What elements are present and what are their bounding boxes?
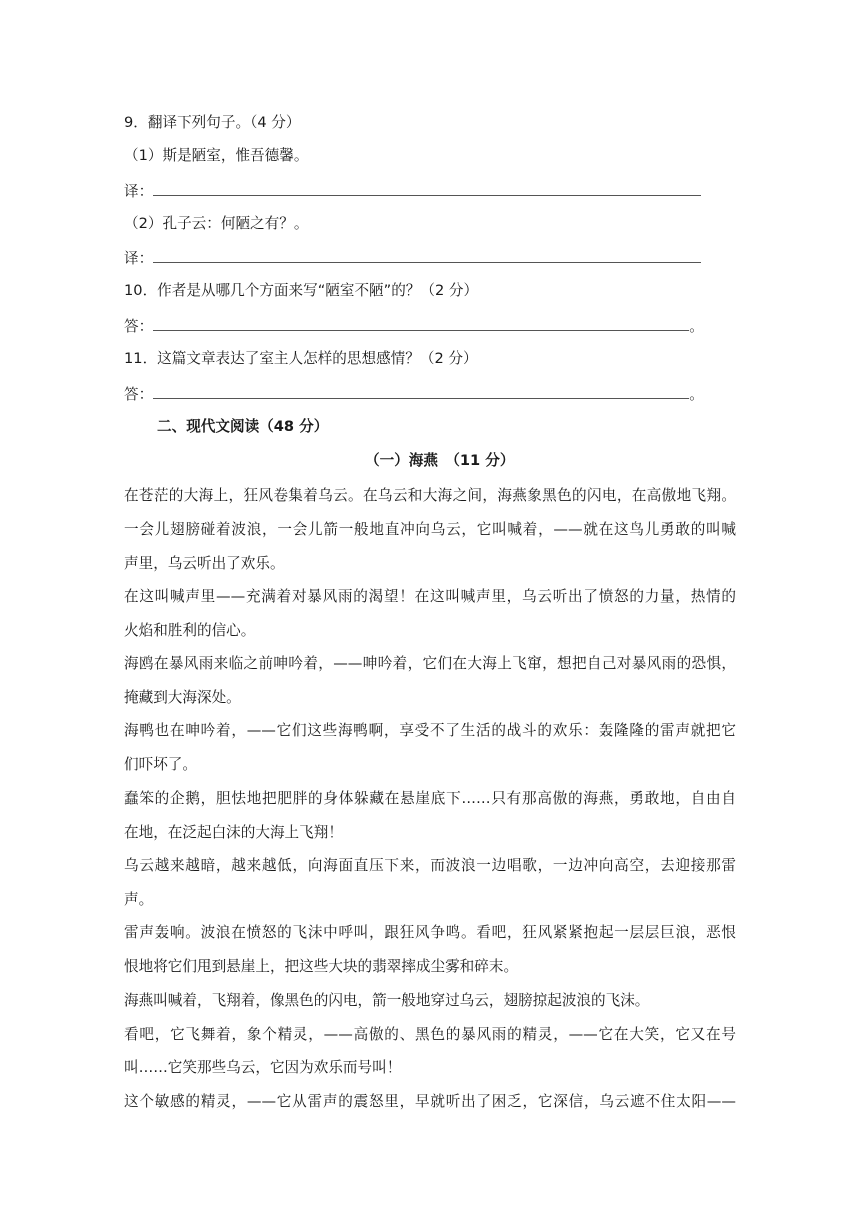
passage-line: 海鸭也在呻吟着，——它们这些海鸭啊，享受不了生活的战斗的欢乐：轰隆隆的雷声就把它	[124, 722, 736, 739]
passage-line: 声里，乌云听出了欢乐。	[124, 555, 285, 572]
passage-line: 一会儿翅膀碰着波浪，一会儿箭一般地直冲向乌云，它叫喊着，——就在这鸟儿勇敢的叫喊	[124, 521, 736, 538]
passage-line: 乌云越来越暗，越来越低，向海面直压下来，而波浪一边唱歌，一边冲向高空，去迎接那雷	[124, 857, 736, 874]
question-9-translation-1	[124, 181, 701, 202]
passage-line: 看吧，它飞舞着，象个精灵，——高傲的、黑色的暴风雨的精灵，——它在大笑，它又在号	[124, 1026, 736, 1043]
question-9-sentence-1: （1）斯是陋室，惟吾德馨。	[124, 147, 309, 164]
question-9-translation-2	[124, 248, 701, 269]
passage-line: 在苍茫的大海上，狂风卷集着乌云。在乌云和大海之间，海燕象黑色的闪电，在高傲地飞翔。	[124, 487, 736, 504]
passage-line: 这个敏感的精灵，——它从雷声的震怒里，早就听出了困乏，它深信，乌云遮不住太阳——	[124, 1093, 736, 1110]
passage-line: 在这叫喊声里——充满着对暴风雨的渴望！在这叫喊声里，乌云听出了愤怒的力量，热情的	[124, 588, 736, 605]
question-11-answer	[124, 384, 704, 405]
passage-line: 恨地将它们甩到悬崖上，把这些大块的翡翠摔成尘雾和碎末。	[124, 958, 519, 975]
passage-line: 们吓坏了。	[124, 756, 197, 773]
translate-label: 译：	[124, 183, 154, 200]
question-9-sentence-2: （2）孔子云：何陋之有？。	[124, 215, 309, 232]
passage-line: 声。	[124, 891, 154, 908]
question-9-prompt: 9．翻译下列句子。（4 分）	[124, 114, 301, 131]
passage-title: （一）海燕 （11 分）	[365, 452, 515, 469]
passage-line: 海鸥在暴风雨来临之前呻吟着，——呻吟着，它们在大海上飞窜，想把自己对暴风雨的恐惧，	[124, 655, 736, 672]
question-11-prompt: 11．这篇文章表达了室主人怎样的思想感情？（2 分）	[124, 350, 478, 367]
answer-11-blank[interactable]	[153, 384, 689, 399]
translate-label: 译：	[124, 250, 154, 267]
section-heading: 二、现代文阅读（48 分）	[157, 418, 329, 435]
passage-line: 叫……它笑那些乌云，它因为欢乐而号叫！	[124, 1059, 402, 1076]
passage-line: 海燕叫喊着，飞翔着，像黑色的闪电，箭一般地穿过乌云，翅膀掠起波浪的飞沫。	[124, 992, 650, 1009]
passage-line: 在地，在泛起白沫的大海上飞翔！	[124, 824, 343, 841]
passage-line: 蠢笨的企鹅，胆怯地把肥胖的身体躲藏在悬崖底下……只有那高傲的海燕，勇敢地，自由自	[124, 790, 736, 807]
answer-label: 答：	[124, 386, 154, 403]
end-mark: 。	[689, 386, 704, 403]
question-10-answer	[124, 316, 704, 337]
question-10-prompt: 10．作者是从哪几个方面来写“陋室不陋”的？（2 分）	[124, 282, 479, 299]
translation-1-blank[interactable]	[153, 181, 701, 196]
passage-line: 掩藏到大海深处。	[124, 689, 241, 706]
passage-line: 火焰和胜利的信心。	[124, 622, 256, 639]
answer-10-blank[interactable]	[153, 316, 689, 331]
translation-2-blank[interactable]	[153, 248, 701, 263]
answer-label: 答：	[124, 318, 154, 335]
end-mark: 。	[689, 318, 704, 335]
passage-line: 雷声轰响。波浪在愤怒的飞沫中呼叫，跟狂风争鸣。看吧，狂风紧紧抱起一层层巨浪，恶恨	[124, 924, 736, 941]
